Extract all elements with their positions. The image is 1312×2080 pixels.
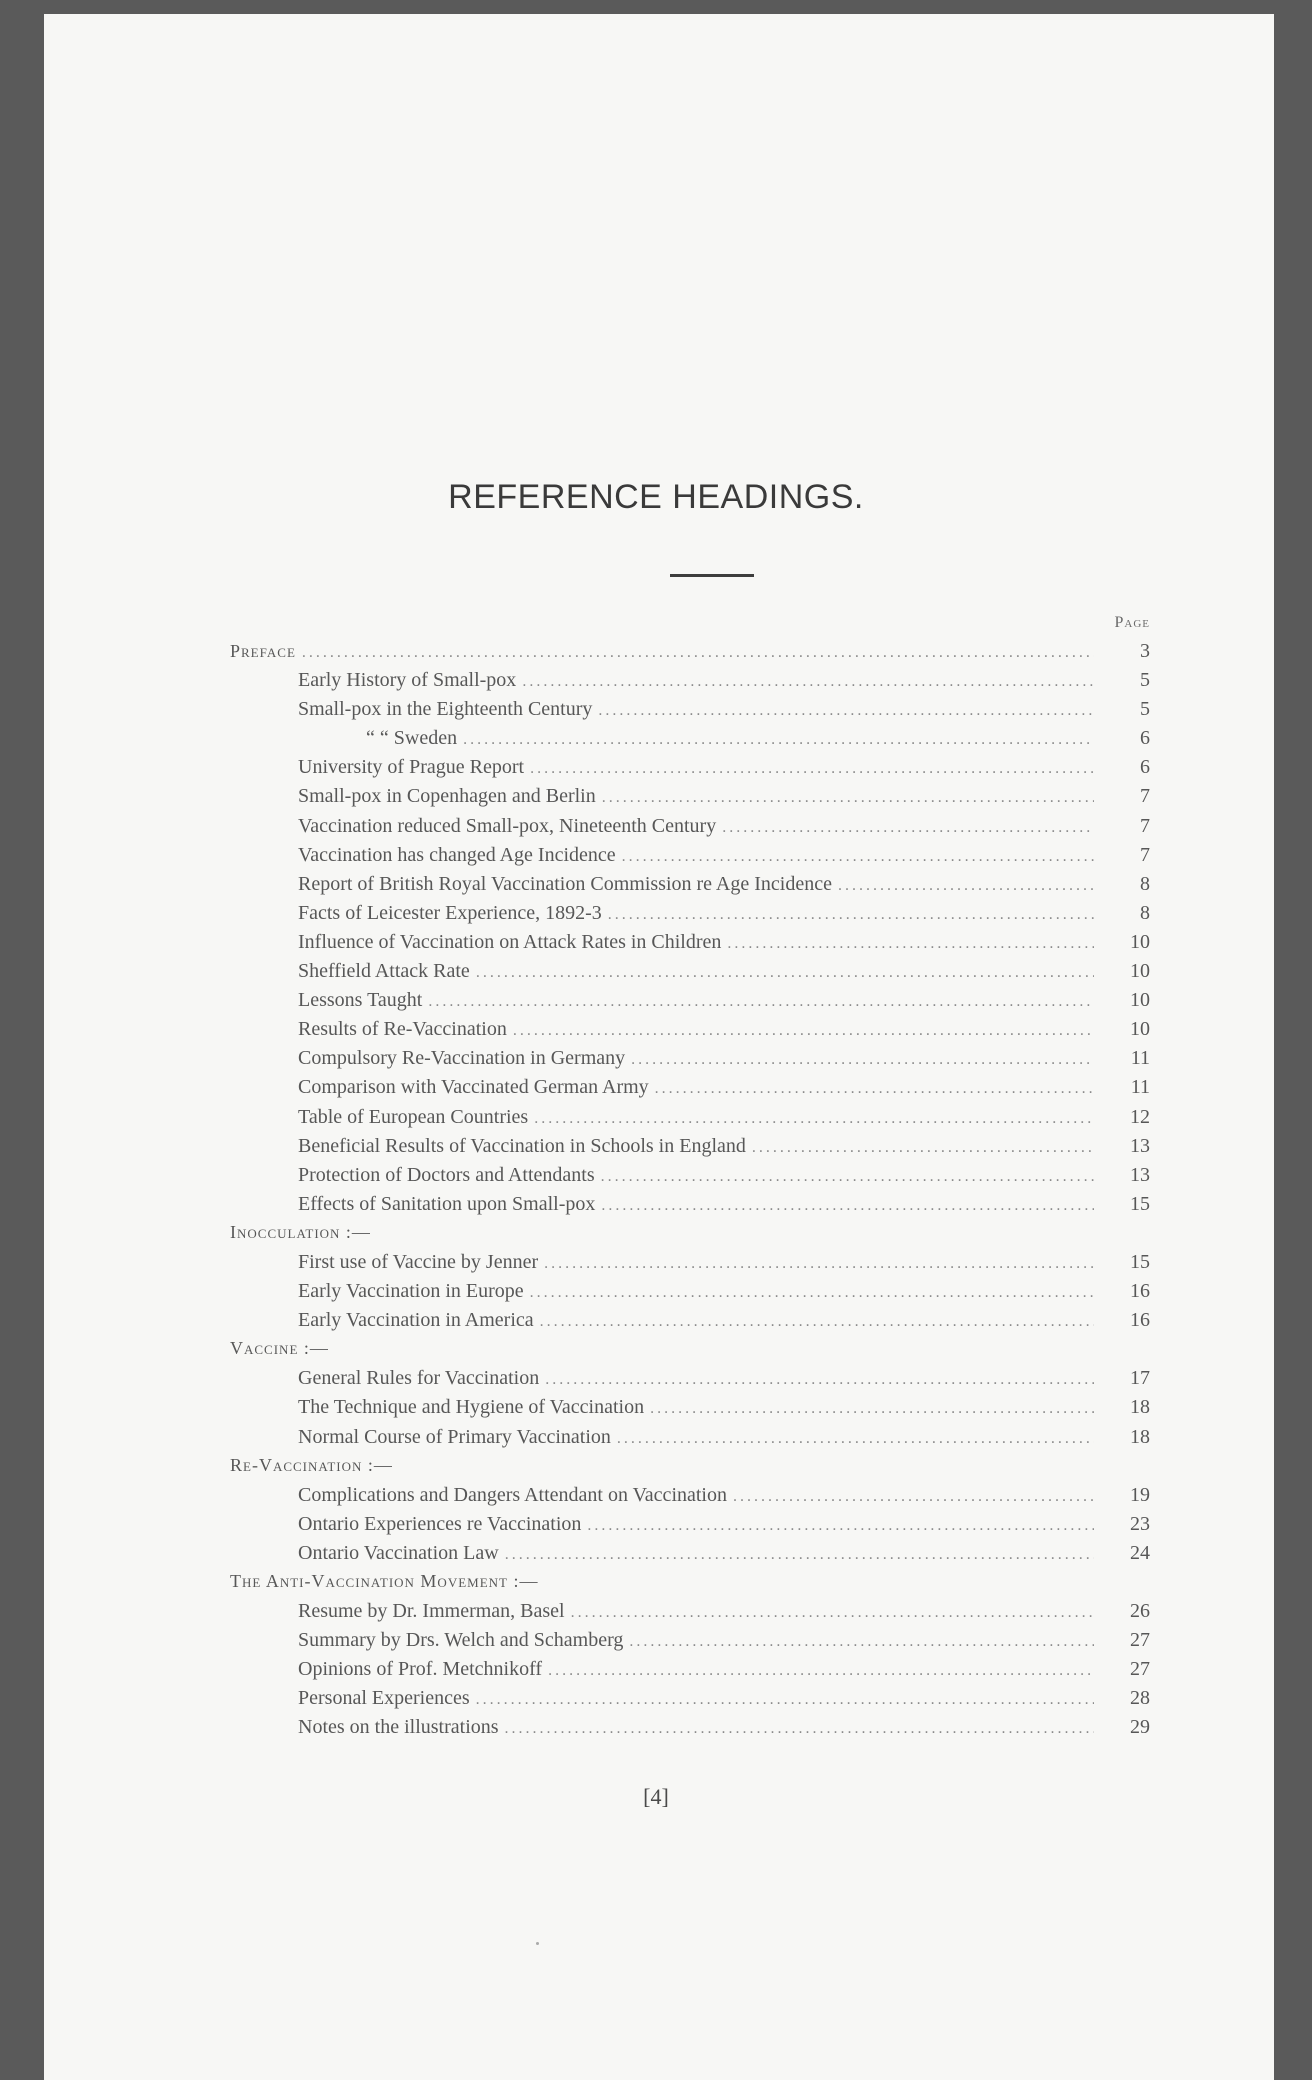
dot-leader: [733, 1488, 1094, 1506]
toc-entry-label: Notes on the illustrations: [298, 1716, 499, 1739]
dot-leader: [752, 1139, 1094, 1157]
toc-entry-label: Opinions of Prof. Metchnikoff: [298, 1658, 543, 1681]
dot-leader: [534, 1110, 1094, 1128]
toc-entry: [230, 1280, 1150, 1309]
dot-leader: [302, 644, 1094, 662]
toc-entry: [230, 727, 1150, 756]
toc-entry: [230, 1076, 1150, 1105]
toc-entry-page: 7: [1140, 785, 1150, 808]
dot-leader: [838, 877, 1094, 895]
toc-section-heading: [230, 640, 1150, 669]
dot-leader: [629, 1633, 1094, 1651]
toc-entry-label: Re-Vaccination :—: [230, 1454, 393, 1475]
toc-entry-label: Report of British Royal Vaccination Commission re Age Incidence: [298, 872, 832, 895]
toc-entry-label: Facts of Leicester Experience, 1892-3: [298, 901, 602, 924]
toc-entry-page: 27: [1130, 1629, 1150, 1652]
toc-entry-label: Small-pox in Copenhagen and Berlin: [298, 785, 596, 808]
toc-entry: [230, 844, 1150, 873]
toc-entry-page: 10: [1130, 989, 1150, 1012]
dot-leader: [476, 1691, 1094, 1709]
dot-leader: [598, 702, 1094, 720]
toc-entry: [230, 1687, 1150, 1716]
dot-leader: [545, 1371, 1094, 1389]
toc-entry-label: Effects of Sanitation upon Small-pox: [298, 1192, 596, 1215]
toc-entry-page: 13: [1130, 1134, 1150, 1157]
toc-entry: [230, 756, 1150, 785]
toc-entry: [230, 1426, 1150, 1455]
toc-entry-label: Beneficial Results of Vaccination in Schools in England: [298, 1134, 746, 1157]
toc-entry: [230, 785, 1150, 814]
dot-leader: [631, 1051, 1094, 1069]
toc-entry-label: Ontario Vaccination Law: [298, 1541, 499, 1564]
toc-entry: [230, 902, 1150, 931]
toc-section-heading: [230, 1222, 1150, 1251]
toc-entry-page: 11: [1130, 1076, 1150, 1099]
dot-leader: [587, 1517, 1094, 1535]
dot-leader: [722, 819, 1094, 837]
toc-entry-page: 7: [1140, 843, 1150, 866]
dot-leader: [655, 1080, 1094, 1098]
toc-entry-label: Comparison with Vaccinated German Army: [298, 1076, 649, 1099]
dot-leader: [513, 1022, 1094, 1040]
toc-entry-label: Normal Course of Primary Vaccination: [298, 1425, 611, 1448]
toc-entry-label: Compulsory Re-Vaccination in Germany: [298, 1047, 626, 1070]
toc-entry-page: 11: [1130, 1047, 1150, 1070]
dot-leader: [428, 993, 1094, 1011]
toc-entry: [230, 989, 1150, 1018]
toc-entry: [230, 1658, 1150, 1687]
toc-entry-page: 24: [1130, 1541, 1150, 1564]
toc-entry-label: Ontario Experiences re Vaccination: [298, 1512, 582, 1535]
dot-leader: [650, 1400, 1094, 1418]
toc-entry: [230, 1018, 1150, 1047]
toc-entry: [230, 1513, 1150, 1542]
toc-entry-page: 8: [1140, 901, 1150, 924]
toc-entry: [230, 1484, 1150, 1513]
toc-entry: [230, 1135, 1150, 1164]
toc-entry: [230, 931, 1150, 960]
dot-leader: [608, 906, 1094, 924]
toc-entry-page: 7: [1140, 814, 1150, 837]
toc-entry-page: 10: [1130, 960, 1150, 983]
dot-leader: [602, 789, 1094, 807]
dot-leader: [601, 1197, 1094, 1215]
toc-section-heading: [230, 1338, 1150, 1367]
dot-leader: [505, 1720, 1094, 1738]
toc-entry-page: 10: [1130, 1018, 1150, 1041]
toc-entry: [230, 1309, 1150, 1338]
toc-entry-page: 12: [1130, 1105, 1150, 1128]
toc-entry-page: 3: [1140, 640, 1150, 662]
toc-entry-page: 18: [1130, 1425, 1150, 1448]
toc-entry-label: The Technique and Hygiene of Vaccination: [298, 1396, 645, 1419]
toc-entry-label: Results of Re-Vaccination: [298, 1018, 507, 1041]
toc-entry-label: Inocculation :—: [230, 1221, 371, 1242]
toc-entry-label: First use of Vaccine by Jenner: [298, 1250, 539, 1273]
dot-leader: [727, 935, 1094, 953]
dot-leader: [571, 1604, 1094, 1622]
toc-entry: [230, 1542, 1150, 1571]
toc-entry-page: 8: [1140, 872, 1150, 895]
toc-entry-label: General Rules for Vaccination: [298, 1367, 540, 1390]
toc-entry: [230, 1251, 1150, 1280]
toc-entry-label: Complications and Dangers Attendant on Vaccination: [298, 1483, 727, 1506]
dot-leader: [540, 1313, 1094, 1331]
toc-entry-page: 29: [1130, 1716, 1150, 1739]
toc-entry-page: 19: [1130, 1483, 1150, 1506]
dot-leader: [476, 964, 1094, 982]
toc-entry-label: Early Vaccination in America: [298, 1309, 534, 1332]
toc-entry: [230, 960, 1150, 989]
toc-entry-label: “ “ Sweden: [366, 727, 458, 750]
dot-leader: [530, 760, 1094, 778]
dot-leader: [622, 848, 1094, 866]
toc-entry-page: 26: [1130, 1600, 1150, 1623]
dot-leader: [463, 731, 1094, 749]
toc-entry-page: 10: [1130, 930, 1150, 953]
toc-entry: [230, 1193, 1150, 1222]
table-of-contents: [230, 640, 1150, 1746]
page-title: REFERENCE HEADINGS.: [448, 478, 864, 516]
toc-entry-page: 28: [1130, 1687, 1150, 1710]
toc-entry-label: Vaccine :—: [230, 1338, 329, 1359]
toc-entry: [230, 1106, 1150, 1135]
toc-entry-page: 13: [1130, 1163, 1150, 1186]
toc-entry-page: 6: [1140, 756, 1150, 779]
toc-entry-label: Personal Experiences: [298, 1687, 470, 1710]
toc-entry-page: 16: [1130, 1309, 1150, 1332]
toc-entry-label: University of Prague Report: [298, 756, 525, 779]
toc-section-heading: [230, 1455, 1150, 1484]
toc-entry-label: Vaccination reduced Small-pox, Nineteenth Century: [298, 814, 717, 837]
toc-entry-label: Summary by Drs. Welch and Schamberg: [298, 1629, 624, 1652]
toc-entry-page: 15: [1130, 1250, 1150, 1273]
toc-entry-label: Small-pox in the Eighteenth Century: [298, 698, 593, 721]
toc-entry-label: Resume by Dr. Immerman, Basel: [298, 1600, 565, 1623]
toc-entry-page: 18: [1130, 1396, 1150, 1419]
paper-speck: [536, 1942, 539, 1945]
toc-entry: [230, 815, 1150, 844]
toc-entry: [230, 1716, 1150, 1745]
toc-entry-page: 15: [1130, 1192, 1150, 1215]
dot-leader: [601, 1168, 1094, 1186]
dot-leader: [522, 673, 1094, 691]
toc-entry-label: Protection of Doctors and Attendants: [298, 1163, 595, 1186]
toc-entry-label: Lessons Taught: [298, 989, 423, 1012]
dot-leader: [548, 1662, 1094, 1680]
toc-entry-label: Early Vaccination in Europe: [298, 1280, 524, 1303]
toc-entry-page: 23: [1130, 1512, 1150, 1535]
toc-entry-page: 5: [1140, 669, 1150, 692]
toc-entry: [230, 873, 1150, 902]
toc-section-heading: [230, 1571, 1150, 1600]
toc-entry-label: Sheffield Attack Rate: [298, 960, 470, 983]
toc-entry-label: The Anti-Vaccination Movement :—: [230, 1571, 539, 1591]
page-number: [4]: [643, 1784, 669, 1809]
dot-leader: [530, 1284, 1094, 1302]
toc-entry: [230, 1164, 1150, 1193]
toc-entry: [230, 1047, 1150, 1076]
toc-entry-page: 16: [1130, 1280, 1150, 1303]
toc-entry-label: Influence of Vaccination on Attack Rates in Children: [298, 930, 722, 953]
toc-entry-label: Preface: [230, 641, 296, 661]
toc-entry: [230, 1600, 1150, 1629]
toc-entry-page: 17: [1130, 1367, 1150, 1390]
toc-entry-page: 27: [1130, 1658, 1150, 1681]
dot-leader: [617, 1430, 1094, 1448]
dot-leader: [505, 1546, 1094, 1564]
page-column-label: Page: [1114, 614, 1150, 631]
toc-entry-label: Early History of Small-pox: [298, 669, 517, 692]
title-rule: [670, 574, 754, 577]
dot-leader: [544, 1255, 1094, 1273]
toc-entry-page: 5: [1140, 698, 1150, 721]
toc-entry: [230, 698, 1150, 727]
toc-entry: [230, 669, 1150, 698]
toc-entry-page: 6: [1140, 727, 1150, 750]
toc-entry: [230, 1367, 1150, 1396]
toc-entry-label: Vaccination has changed Age Incidence: [298, 843, 616, 866]
toc-entry-label: Table of European Countries: [298, 1105, 529, 1128]
toc-entry: [230, 1396, 1150, 1425]
toc-entry: [230, 1629, 1150, 1658]
